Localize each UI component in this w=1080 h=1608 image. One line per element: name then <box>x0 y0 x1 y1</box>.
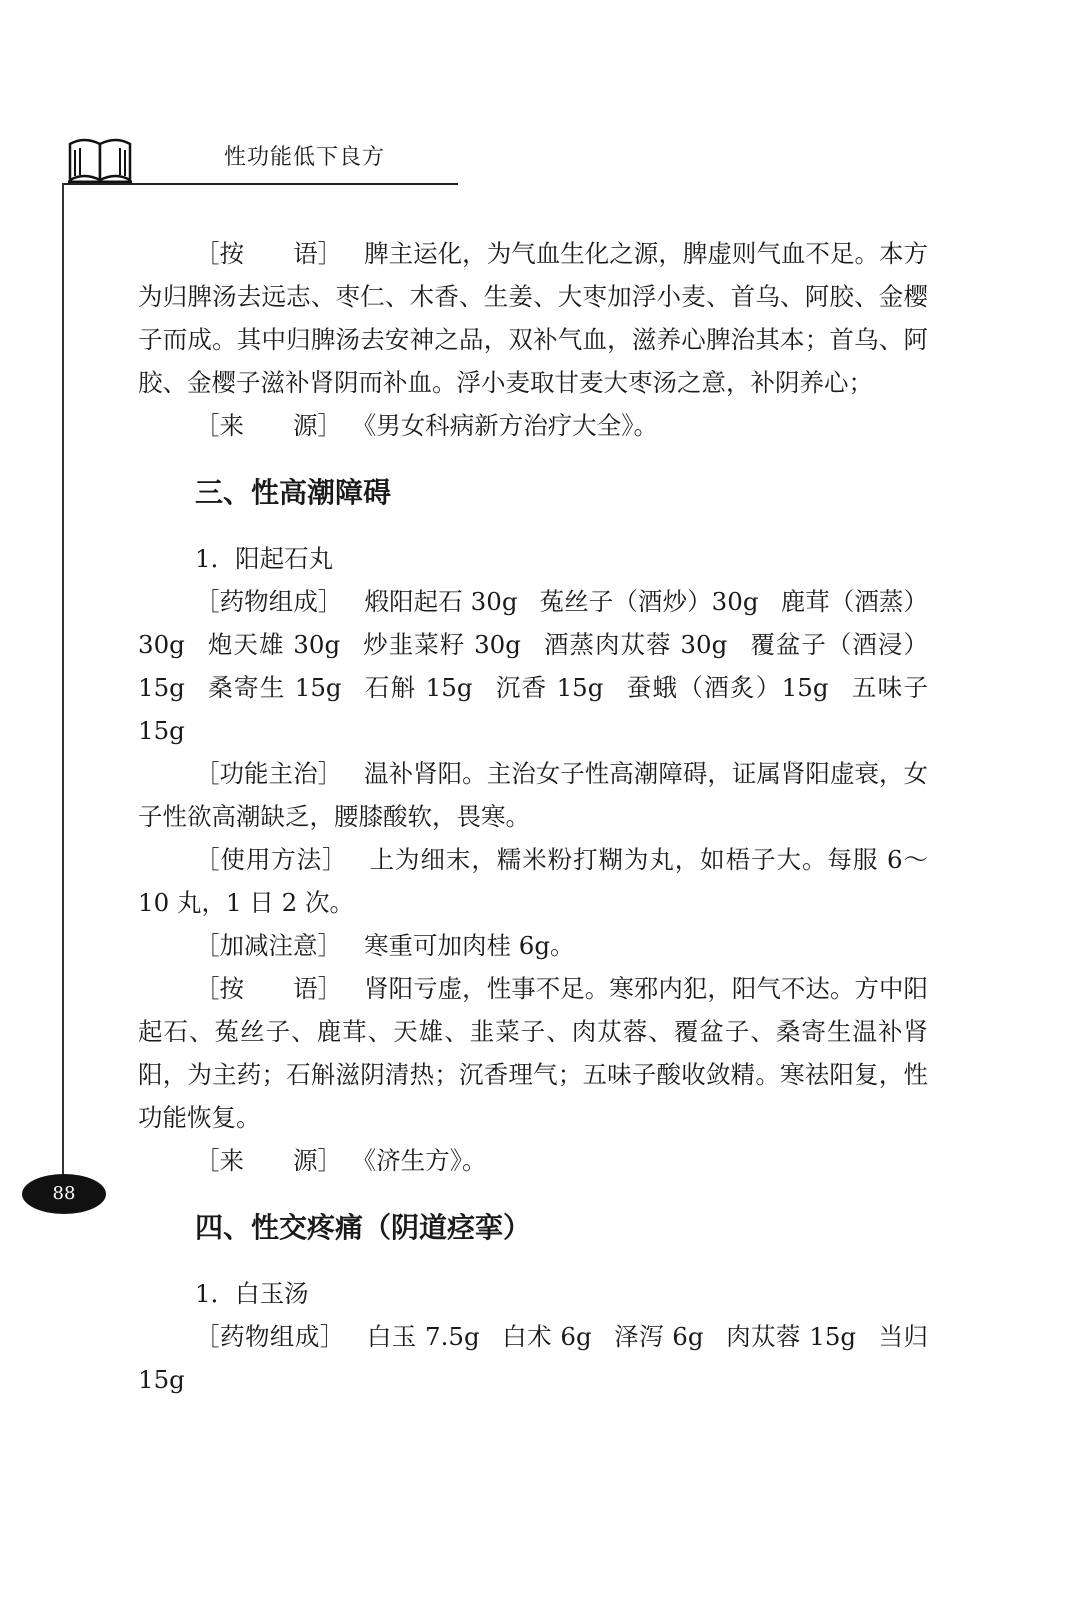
header-rule <box>62 183 458 185</box>
field-tag: ［来 源］ <box>195 1146 342 1175</box>
ingredient-item: 酒蒸肉苁蓉 30g <box>542 630 728 659</box>
formula-title: 1．阳起石丸 <box>195 544 334 573</box>
ingredient-item: 炮天雄 30g <box>206 630 341 659</box>
ingredients-paragraph <box>138 1315 928 1401</box>
margin-rule <box>62 183 64 1188</box>
text-paragraph <box>138 838 928 924</box>
field-tag: ［按 语］ <box>195 239 343 268</box>
paragraph-text: 温补肾阳。主治女子性高潮障碍，证属肾阳虚衰，女子性欲高潮缺乏，腰膝酸软，畏寒。 <box>138 759 928 831</box>
formula-title: 1．白玉汤 <box>195 1279 309 1308</box>
ingredient-item: 沉香 15g <box>494 673 604 702</box>
paragraph-text: 《男女科病新方治疗大全》。 <box>364 411 658 440</box>
ingredient-item: 白术 6g <box>501 1322 592 1351</box>
ingredient-item: 泽泻 6g <box>613 1322 704 1351</box>
field-tag: ［药物组成］ <box>195 587 343 616</box>
ingredient-item: 石斛 15g <box>363 673 473 702</box>
field-tag: ［功能主治］ <box>195 759 343 788</box>
open-book-icon <box>66 130 134 186</box>
ingredient-item: 煅阳起石 30g <box>364 587 518 616</box>
ingredient-item: 五味子 15g <box>138 673 929 745</box>
section-heading: 四、性交疼痛（阴道痉挛） <box>195 1211 532 1244</box>
ingredient-item: 当归 15g <box>138 1322 929 1394</box>
text-paragraph <box>138 404 928 447</box>
text-paragraph <box>138 232 928 404</box>
ingredient-item: 蚕蛾（酒炙）15g <box>625 673 829 702</box>
ingredient-item: 菟丝子（酒炒）30g <box>539 587 759 616</box>
text-paragraph <box>138 1139 928 1182</box>
ingredient-item: 鹿茸（酒蒸）30g <box>138 587 929 659</box>
paragraph-text: 脾主运化，为气血生化之源，脾虚则气血不足。本方为归脾汤去远志、枣仁、木香、生姜、大枣加浮小麦、首乌、阿胶、金樱子而成。其中归脾汤去安神之品，双补气血，滋养心脾治其本；首乌、阿胶、金樱子滋补肾阴而补血。浮小麦取甘麦大枣汤之意，补阴养心； <box>138 239 928 397</box>
field-tag: ［使用方法］ <box>195 845 348 874</box>
field-tag: ［加减注意］ <box>195 931 342 960</box>
ingredient-item: 肉苁蓉 15g <box>725 1322 857 1351</box>
ingredient-item: 覆盆子（酒浸）15g <box>138 630 928 702</box>
page-number-badge: 88 <box>22 1174 106 1214</box>
field-tag: ［按 语］ <box>195 974 343 1003</box>
ingredients-paragraph <box>138 580 928 752</box>
paragraph-text: 上为细末，糯米粉打糊为丸，如梧子大。每服 6～10 丸，1 日 2 次。 <box>138 845 929 917</box>
ingredient-item: 桑寄生 15g <box>206 673 342 702</box>
running-title: 性功能低下良方 <box>224 145 386 170</box>
paragraph-text: 寒重可加肉桂 6g。 <box>364 931 575 960</box>
paragraph-text: 肾阳亏虚，性事不足。寒邪内犯，阳气不达。方中阳起石、菟丝子、鹿茸、天雄、韭菜子、肉苁蓉、覆盆子、桑寄生温补肾阳，为主药；石斛滋阴清热；沉香理气；五味子酸收敛精。寒祛阳复，性功能恢复。 <box>138 974 928 1132</box>
ingredient-item: 白玉 7.5g <box>366 1322 480 1351</box>
text-paragraph <box>138 924 928 967</box>
paragraph-text: 《济生方》。 <box>364 1146 487 1175</box>
text-paragraph <box>138 967 928 1139</box>
field-tag: ［来 源］ <box>195 411 342 440</box>
ingredient-item: 炒韭菜籽 30g <box>362 630 521 659</box>
page-body <box>138 232 928 1401</box>
field-tag: ［药物组成］ <box>195 1322 345 1351</box>
section-heading: 三、性高潮障碍 <box>195 476 392 509</box>
text-paragraph <box>138 752 928 838</box>
